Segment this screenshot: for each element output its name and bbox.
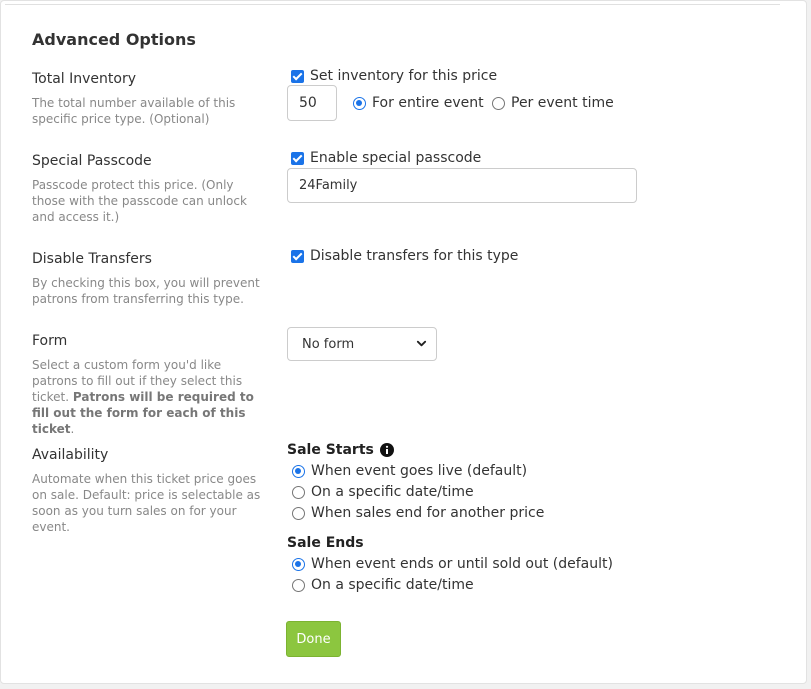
sale-starts-option-specific[interactable]: On a specific date/time	[292, 484, 474, 500]
transfers-label: Disable Transfers	[32, 251, 152, 267]
enable-passcode-checkbox[interactable]	[291, 150, 481, 166]
radio-entire-event[interactable]	[353, 95, 484, 111]
sale-starts-option-other-price[interactable]: When sales end for another price	[292, 505, 544, 521]
set-inventory-checkbox[interactable]	[291, 68, 497, 84]
form-description: Select a custom form you'd like patrons to fill out if they select this ticket. Patrons will be required to fill out the form for each of this ticket.	[32, 358, 254, 436]
inventory-label: Total Inventory	[32, 71, 137, 87]
disable-transfers-label: Disable transfers for this type	[310, 248, 519, 264]
checkbox-checked-icon	[291, 152, 304, 165]
passcode-description: Passcode protect this price. (Only those with the passcode can unlock and access it.)	[32, 178, 247, 224]
radio-per-event-time[interactable]	[492, 95, 614, 111]
passcode-input[interactable]: 24Family	[287, 168, 637, 203]
sale-starts-option-live[interactable]: When event goes live (default)	[292, 463, 527, 479]
radio-unselected-icon	[292, 507, 305, 520]
sale-ends-option-specific[interactable]: On a specific date/time	[292, 577, 474, 593]
inventory-description: The total number available of this specific price type. (Optional)	[32, 96, 236, 126]
form-label: Form	[32, 333, 68, 349]
top-divider	[5, 4, 780, 5]
form-select-value: No form	[302, 336, 355, 352]
availability-label: Availability	[32, 447, 109, 463]
inventory-quantity-input[interactable]: 50	[287, 85, 337, 121]
passcode-label: Special Passcode	[32, 153, 152, 169]
radio-unselected-icon	[292, 579, 305, 592]
radio-selected-icon	[292, 558, 305, 571]
form-description-bold: Patrons will be required to fill out the form for each of this ticket	[32, 390, 254, 436]
checkbox-checked-icon	[291, 250, 304, 263]
radio-entire-event-label: For entire event	[372, 95, 484, 111]
done-button[interactable]: Done	[286, 621, 341, 657]
radio-unselected-icon	[492, 97, 505, 110]
radio-selected-icon	[353, 97, 366, 110]
sale-ends-option-default[interactable]: When event ends or until sold out (default)	[292, 556, 613, 572]
form-select[interactable]	[287, 327, 437, 361]
disable-transfers-checkbox[interactable]	[291, 248, 518, 264]
availability-description: Automate when this ticket price goes on sale. Default: price is selectable as soon as you turn sales on for your event.	[32, 472, 261, 534]
section-title: Advanced Options	[32, 30, 196, 49]
enable-passcode-label: Enable special passcode	[310, 150, 482, 166]
transfers-description: By checking this box, you will prevent patrons from transferring this type.	[32, 276, 260, 306]
checkbox-checked-icon	[291, 70, 304, 83]
radio-unselected-icon	[292, 486, 305, 499]
chevron-down-icon	[416, 338, 427, 349]
sale-ends-title: Sale Ends	[287, 535, 364, 551]
info-icon[interactable]	[380, 443, 394, 457]
radio-selected-icon	[292, 465, 305, 478]
sale-starts-title: Sale Starts	[287, 442, 394, 458]
radio-per-event-time-label: Per event time	[511, 95, 614, 111]
set-inventory-label: Set inventory for this price	[310, 68, 498, 84]
